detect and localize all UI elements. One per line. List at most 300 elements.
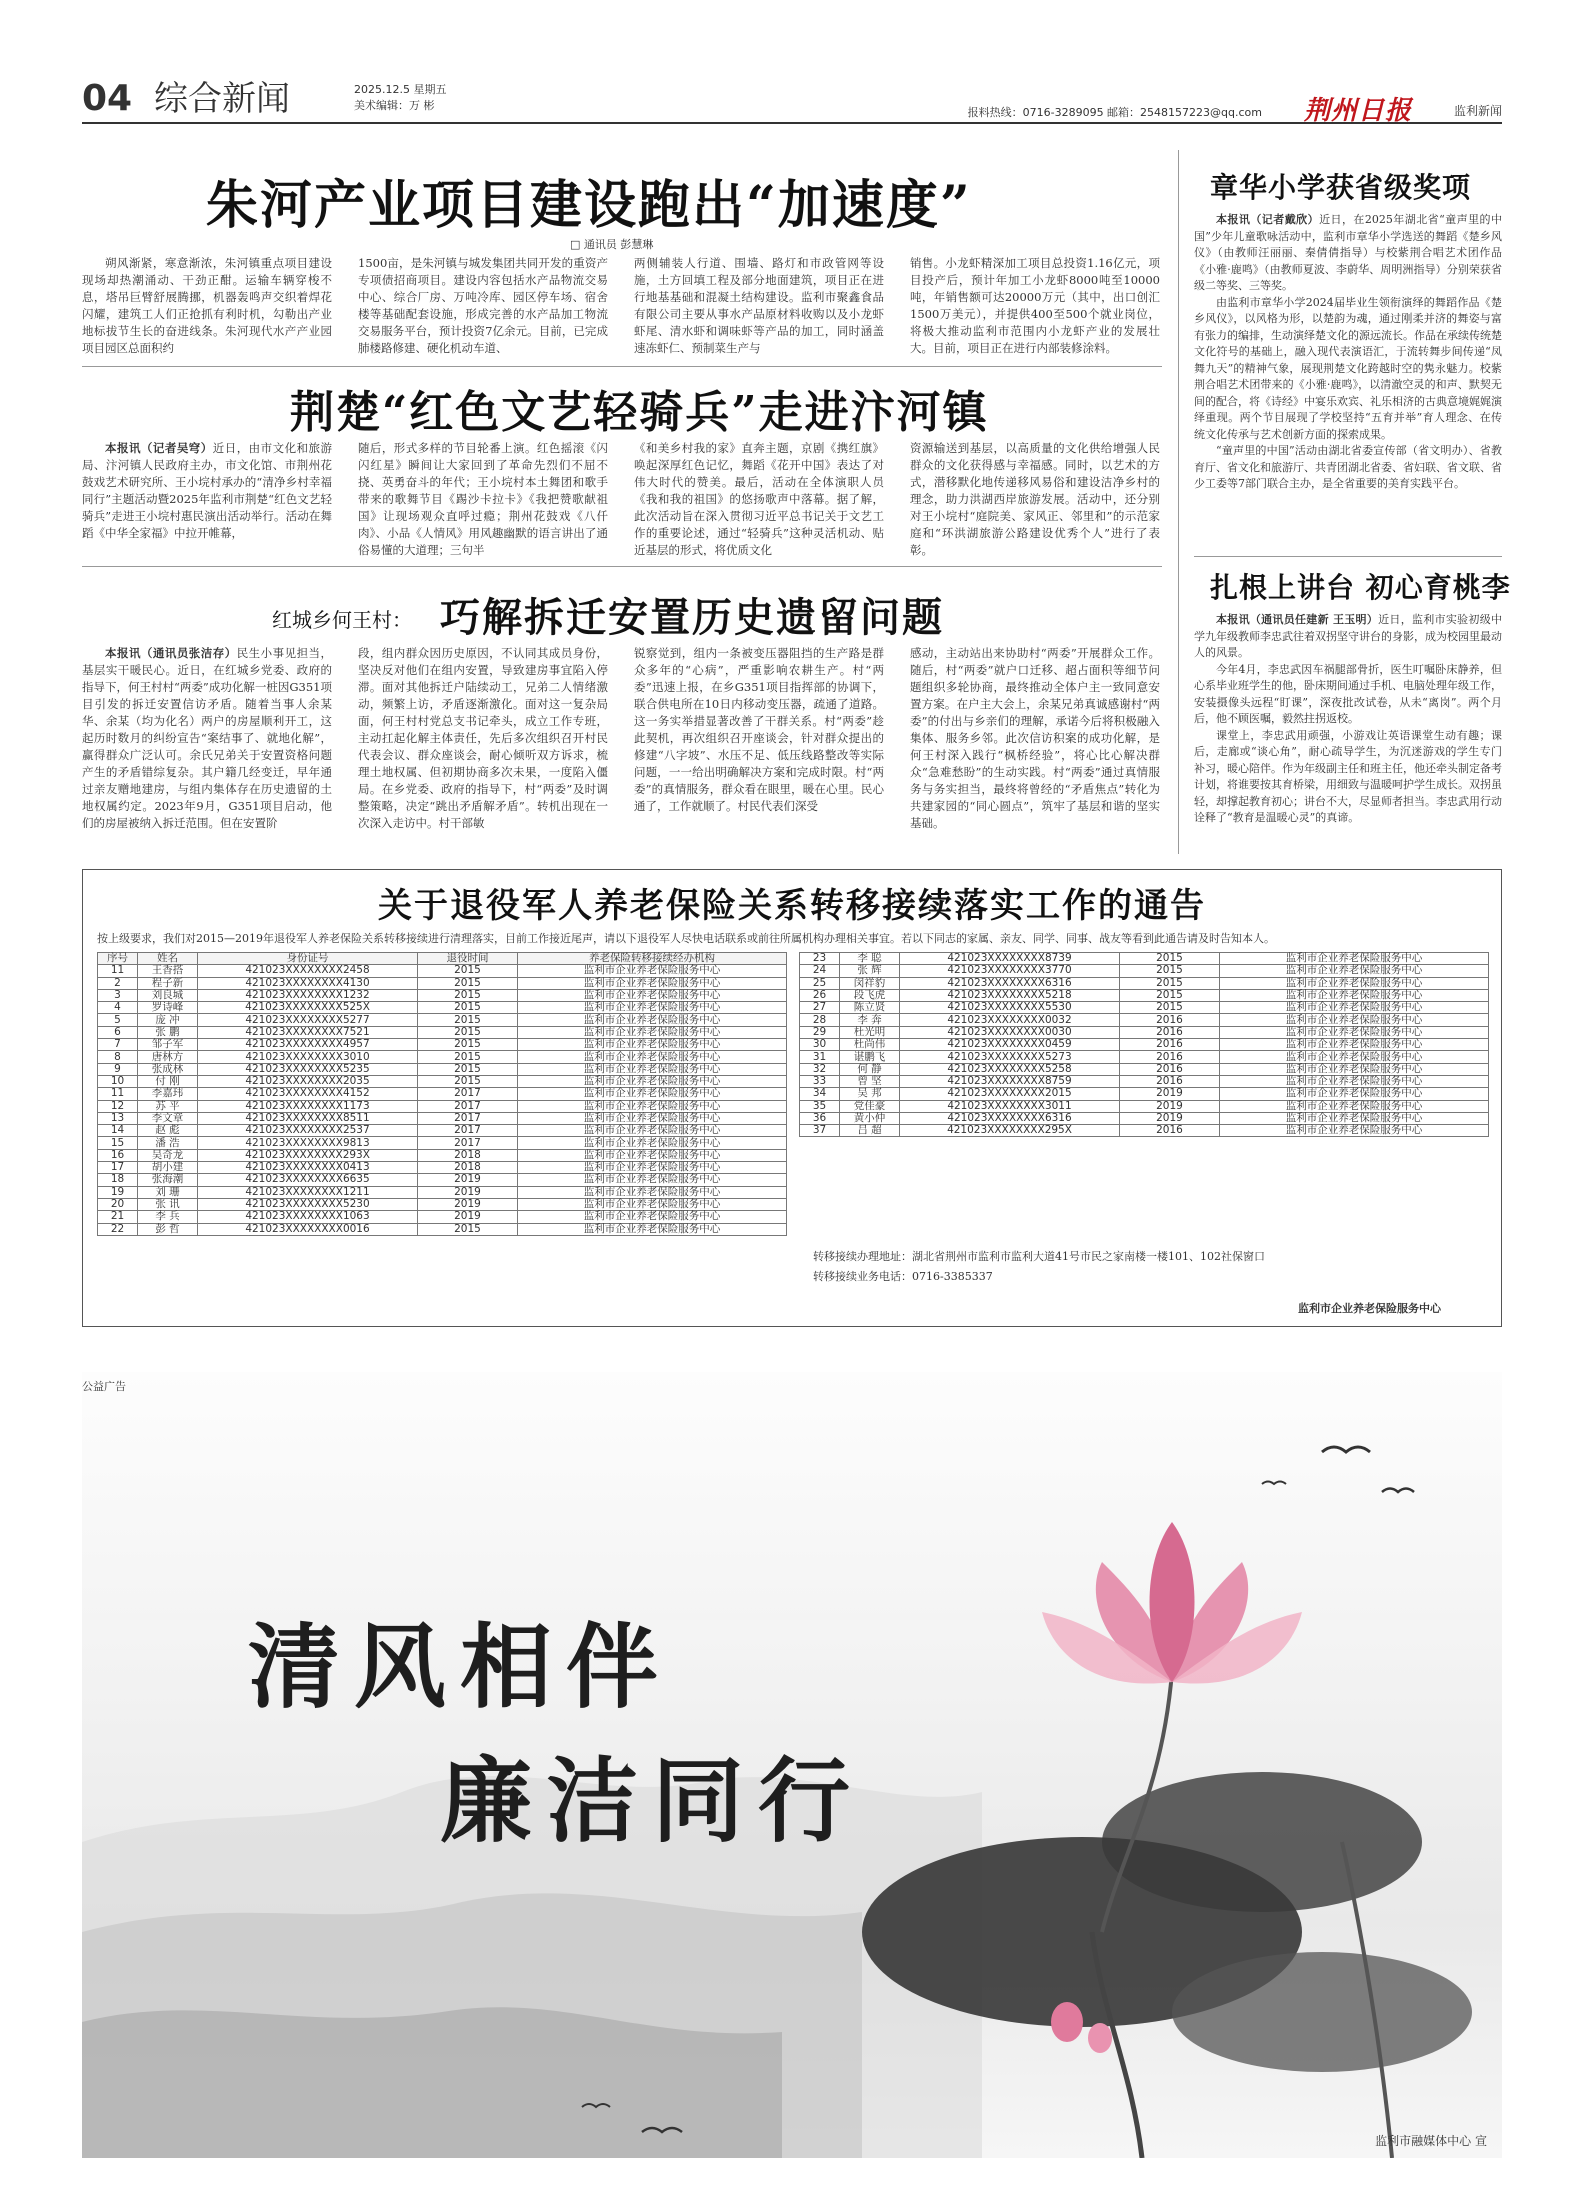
table-cell: 谌鹏飞 (840, 1051, 900, 1063)
table-cell: 421023XXXXXXXX293X (198, 1149, 418, 1161)
table-cell: 36 (800, 1112, 840, 1124)
story3-headline: 巧解拆迁安置历史遗留问题 (440, 594, 944, 641)
table-cell: 25 (800, 977, 840, 989)
table-cell: 421023XXXXXXXX3011 (900, 1100, 1120, 1112)
table-cell: 2018 (418, 1149, 518, 1161)
table-row (98, 1162, 787, 1174)
table-cell: 2016 (1120, 1075, 1220, 1087)
table-row (98, 1100, 787, 1112)
table-cell: 20 (98, 1198, 138, 1210)
table-cell: 赵 彪 (138, 1125, 198, 1137)
story3-col4 (910, 645, 1160, 853)
sidebar2-para3: 课堂上，李忠武用顽强，小游戏让英语课堂生动有趣；课后，走廊或“谈心角”，耐心疏导学生，为沉迷游戏的学生专门补习，暖心陪伴。作为年级副主任和班主任，他还牵头制定备考计划，将谁要按其育桥梁，用细致与温暖呵护学生成长。双拐虽轻，却撑起教育初心；讲台不大，尽显师者担当。李忠武用行动诠释了“教育是温暖心灵”的真谛。 (1194, 728, 1502, 824)
story1-byline: □ 通讯员 彭慧琳 (570, 238, 654, 251)
sidebar1-para2: 由监利市章华小学2024届毕业生领衔演绎的舞蹈作品《楚乡风仪》，以风格为形，以楚韵为魂，通过刚柔并济的舞姿与富有张力的编排，生动演绎楚文化的源远流长。作品在承续传统楚文化符号的基础上，融入现代表演语汇，于流转舞步间传递“凤舞九天”的精神气象，展现荆楚文化跨越时空的隽永魅力。校紫荆合唱艺术团带来的《小雅·鹿鸣》，以清澈空灵的和声、默契无间的配合，将《诗经》中宴乐欢宾、礼乐相济的古典意境娓娓演绎重现。两个节目展现了学校坚持“五育并举”育人理念、在传统文化传承与艺术创新方面的探索成果。 (1194, 295, 1502, 441)
table-cell: 监利市企业养老保险服务中心 (518, 977, 787, 989)
table-cell: 2015 (1120, 965, 1220, 977)
table-cell: 张成林 (138, 1063, 198, 1075)
table-cell: 胡小建 (138, 1162, 198, 1174)
sidebar1-lead: 本报讯（记者戴欣） (1216, 213, 1320, 226)
table-cell: 9 (98, 1063, 138, 1075)
table-row (98, 1075, 787, 1087)
table-cell: 监利市企业养老保险服务中心 (518, 1186, 787, 1198)
table-row (800, 953, 1489, 965)
table-cell: 35 (800, 1100, 840, 1112)
table-row (98, 1211, 787, 1223)
table-cell: 421023XXXXXXXX6316 (900, 1112, 1120, 1124)
table-row (98, 1198, 787, 1210)
table-cell: 李 兵 (138, 1211, 198, 1223)
table-row (800, 1088, 1489, 1100)
table-cell: 监利市企业养老保险服务中心 (1220, 1063, 1489, 1075)
sidebar1-para1: 近日，在2025年湖北省“童声里的中国”少年儿童歌咏活动中，监利市章华小学选送的舞蹈《楚乡风仪》（由教师汪丽丽、秦倩倩指导）与校紫荆合唱艺术团作品《小雅·鹿鸣》（由教师夏波、李蔚华、周明洲指导）分别荣获省级二等奖、三等奖。 (1194, 213, 1502, 292)
section-name: 综合新闻 (154, 79, 290, 119)
table-cell: 监利市企业养老保险服务中心 (518, 1075, 787, 1087)
notice-intro: 按上级要求，我们对2015—2019年退役军人养老保险关系转移接续进行清理落实，目前工作接近尾声，请以下退役军人尽快电话联系或前往所属机构办理相关事宜。若以下同志的家属、亲友、同学、同事、战友等看到此通告请及时告知本人。 (97, 932, 1275, 945)
lotus-leaf (1172, 1952, 1472, 2072)
lotus-flower (1042, 1522, 1302, 1684)
table-cell: 李 奔 (840, 1014, 900, 1026)
table-cell: 监利市企业养老保险服务中心 (518, 1198, 787, 1210)
table-cell: 彭 哲 (138, 1223, 198, 1235)
table-cell: 6 (98, 1026, 138, 1038)
table-row (800, 977, 1489, 989)
table-cell: 15 (98, 1137, 138, 1149)
story2-col4-text: 资源输送到基层，以高质量的文化供给增强人民群众的文化获得感与幸福感。同时，以艺术的方式，潜移默化地传递移风易俗和建设洁净乡村的理念，助力洪湖西岸旅游发展。活动中，还分别对王小垸村“庭院美、家风正、邻里和”的示范家庭和“环洪湖旅游公路建设优秀个人”进行了表彰。 (910, 441, 1160, 556)
table-cell: 421023XXXXXXXX3010 (198, 1051, 418, 1063)
table-cell: 监利市企业养老保险服务中心 (1220, 1125, 1489, 1137)
notice-issuer: 监利市企业养老保险服务中心 (1298, 1302, 1441, 1315)
table-cell: 监利市企业养老保险服务中心 (518, 1100, 787, 1112)
table-cell: 421023XXXXXXXX0459 (900, 1039, 1120, 1051)
table-cell: 421023XXXXXXXX295X (900, 1125, 1120, 1137)
table-cell: 421023XXXXXXXX0016 (198, 1223, 418, 1235)
story2-col2 (358, 440, 608, 556)
story3-col1 (82, 645, 332, 853)
col-header: 退役时间 (418, 953, 518, 965)
col-header: 序号 (98, 953, 138, 965)
notice-phone: 转移接续业务电话：0716-3385337 (813, 1270, 993, 1283)
table-cell: 24 (800, 965, 840, 977)
table-row (800, 1026, 1489, 1038)
sidebar1-body (1194, 212, 1502, 550)
table-cell: 2016 (1120, 1026, 1220, 1038)
table-cell: 张 辉 (840, 965, 900, 977)
table-cell: 2015 (418, 1051, 518, 1063)
table-cell: 2017 (418, 1100, 518, 1112)
story1-col2-text: 1500亩，是朱河镇与城发集团共同开发的重资产专项债招商项目。建设内容包括水产品物流交易中心、综合厂房、万吨冷库、园区停车场、宿舍楼等基础配套设施，形成完善的水产品加工物流交易服务平台，预计投资7亿余元。目前，已完成肺楼路修建、硬化机动车道、 (358, 256, 608, 355)
table-cell: 监利市企业养老保险服务中心 (518, 1002, 787, 1014)
table-cell: 2019 (1120, 1112, 1220, 1124)
mountain-shape (82, 2007, 782, 2158)
story3-col3 (634, 645, 884, 853)
table-cell: 杜尚伟 (840, 1039, 900, 1051)
table-row (800, 1014, 1489, 1026)
table-cell: 刘 珊 (138, 1186, 198, 1198)
table-cell: 10 (98, 1075, 138, 1087)
table-cell: 曾 坚 (840, 1075, 900, 1087)
story2-col4 (910, 440, 1160, 556)
table-cell: 监利市企业养老保险服务中心 (518, 965, 787, 977)
table-cell: 19 (98, 1186, 138, 1198)
issue-date: 2025.12.5 星期五 (354, 83, 447, 96)
divider (1194, 556, 1502, 557)
table-cell: 32 (800, 1063, 840, 1075)
table-row (800, 989, 1489, 1001)
table-row (800, 1125, 1489, 1137)
table-cell: 421023XXXXXXXX5235 (198, 1063, 418, 1075)
table-cell: 2015 (418, 1026, 518, 1038)
table-header-row (98, 953, 787, 965)
table-cell: 421023XXXXXXXX3770 (900, 965, 1120, 977)
table-row (98, 1026, 787, 1038)
table-cell: 监利市企业养老保险服务中心 (1220, 1100, 1489, 1112)
table-cell: 监利市企业养老保险服务中心 (1220, 1088, 1489, 1100)
table-cell: 21 (98, 1211, 138, 1223)
table-cell: 黄小仲 (840, 1112, 900, 1124)
table-cell: 13 (98, 1112, 138, 1124)
table-cell: 2016 (1120, 1125, 1220, 1137)
table-cell: 监利市企业养老保险服务中心 (518, 1063, 787, 1075)
table-cell: 监利市企业养老保险服务中心 (518, 1014, 787, 1026)
table-cell: 421023XXXXXXXX5230 (198, 1198, 418, 1210)
table-row (98, 1014, 787, 1026)
table-cell: 34 (800, 1088, 840, 1100)
table-cell: 31 (800, 1051, 840, 1063)
table-cell: 监利市企业养老保险服务中心 (518, 1026, 787, 1038)
story3-kicker: 红城乡何王村： (272, 608, 412, 632)
story3-lead: 本报讯（通讯员张洁存） (105, 646, 237, 660)
story2-col3 (634, 440, 884, 556)
table-cell: 2015 (418, 1039, 518, 1051)
table-row (98, 1149, 787, 1161)
bird-icon (1262, 1482, 1286, 1485)
table-cell: 何 静 (840, 1063, 900, 1075)
table-cell: 2015 (1120, 989, 1220, 1001)
table-cell: 监利市企业养老保险服务中心 (1220, 1039, 1489, 1051)
table-cell: 11 (98, 965, 138, 977)
table-cell: 2015 (418, 1002, 518, 1014)
table-cell: 30 (800, 1039, 840, 1051)
table-cell: 2015 (1120, 1002, 1220, 1014)
table-cell: 王香搭 (138, 965, 198, 977)
table-row (98, 1002, 787, 1014)
col-header: 身份证号 (198, 953, 418, 965)
sidebar-divider (1178, 150, 1179, 854)
table-cell: 17 (98, 1162, 138, 1174)
table-cell: 421023XXXXXXXX6635 (198, 1174, 418, 1186)
table-cell: 党佳豪 (840, 1100, 900, 1112)
table-row (800, 1002, 1489, 1014)
notice-title: 关于退役军人养老保险关系转移接续落实工作的通告 (378, 886, 1206, 926)
table-cell: 421023XXXXXXXX8739 (900, 953, 1120, 965)
table-cell: 吴 邦 (840, 1088, 900, 1100)
table-cell: 33 (800, 1075, 840, 1087)
table-row (98, 1186, 787, 1198)
table-cell: 2015 (418, 1014, 518, 1026)
story2-col2-text: 随后，形式多样的节目轮番上演。红色摇滚《闪闪红星》瞬间让大家回到了革命先烈们不屈不挠、英勇奋斗的年代；王小垸村本土舞团和歌手带来的歌舞节目《踢沙卡拉卡》《我把赞歌献祖国》让现场观众直呼过瘾；荆州花鼓戏《八仟肉》、小品《人情风》用风趣幽默的语言讲出了通俗易懂的大道理；三句半 (358, 441, 608, 556)
table-cell: 监利市企业养老保险服务中心 (1220, 1075, 1489, 1087)
table-cell: 段飞虎 (840, 989, 900, 1001)
table-row (98, 1063, 787, 1075)
divider (82, 566, 1162, 567)
issue-meta (354, 82, 446, 114)
table-cell: 李 聪 (840, 953, 900, 965)
table-row (98, 1223, 787, 1235)
table-cell: 421023XXXXXXXX1211 (198, 1186, 418, 1198)
table-row (98, 1125, 787, 1137)
story1-col1 (82, 255, 332, 357)
table-cell: 2015 (418, 1223, 518, 1235)
table-cell: 2019 (418, 1198, 518, 1210)
sidebar2-body (1194, 612, 1502, 854)
table-cell: 23 (800, 953, 840, 965)
table-row (98, 1174, 787, 1186)
table-row (98, 1039, 787, 1051)
table-cell: 2019 (418, 1174, 518, 1186)
table-cell: 2015 (418, 977, 518, 989)
table-cell: 3 (98, 989, 138, 1001)
table-cell: 潘 浩 (138, 1137, 198, 1149)
table-cell: 监利市企业养老保险服务中心 (1220, 1112, 1489, 1124)
roster-table-left (97, 952, 787, 1236)
lotus-bud (1051, 2002, 1083, 2042)
story1-col3-text: 两侧辅装人行道、围墙、路灯和市政管网等设施，土方回填工程及部分地面建筑，项目正在进行地基基础和混凝土结构建设。监利市聚鑫食品有限公司主要从事水产品原材料收购以及小龙虾虾尾、清水虾和调味虾等产品的加工，同时涵盖速冻虾仁、预制菜生产与 (634, 256, 884, 355)
story2-col1-text: 近日，由市文化和旅游局、汴河镇人民政府主办，市文化馆、市荆州花鼓戏艺术研究所、王小垸村承办的“清净乡村幸福同行”主题活动暨2025年监利市荆楚“红色文艺轻骑兵”走进王小垸村惠民演出活动举行。活动在舞蹈《中华全家福》中拉开帷幕， (82, 441, 332, 540)
table-cell: 监利市企业养老保险服务中心 (518, 1211, 787, 1223)
roster-table-right (799, 952, 1489, 1137)
table-cell: 监利市企业养老保险服务中心 (518, 1162, 787, 1174)
table-cell: 8 (98, 1051, 138, 1063)
table-cell: 2019 (418, 1211, 518, 1223)
table-cell: 监利市企业养老保险服务中心 (518, 1149, 787, 1161)
table-row (98, 1137, 787, 1149)
story1-col1-text: 朔风渐紧，寒意渐浓，朱河镇重点项目建设现场却热潮涌动、干劲正酣。运输车辆穿梭不息，塔吊巨臂舒展腾挪，机器轰鸣声交织着焊花闪耀，建筑工人们正抢抓有利时机，勾勒出产业地标拔节生长的奋进线条。朱河现代水产产业园项目园区总面积约 (82, 256, 332, 355)
table-cell: 11 (98, 1088, 138, 1100)
table-cell: 2017 (418, 1125, 518, 1137)
table-row (800, 1063, 1489, 1075)
table-cell: 421023XXXXXXXX1063 (198, 1211, 418, 1223)
table-cell: 监利市企业养老保险服务中心 (1220, 989, 1489, 1001)
table-cell: 吕 超 (840, 1125, 900, 1137)
table-cell: 16 (98, 1149, 138, 1161)
table-cell: 2015 (418, 965, 518, 977)
table-cell: 监利市企业养老保险服务中心 (518, 1039, 787, 1051)
table-row (98, 965, 787, 977)
table-cell: 7 (98, 1039, 138, 1051)
table-cell: 监利市企业养老保险服务中心 (518, 1088, 787, 1100)
table-cell: 李嘉玮 (138, 1088, 198, 1100)
table-cell: 14 (98, 1125, 138, 1137)
table-row (98, 1051, 787, 1063)
table-cell: 刘良城 (138, 989, 198, 1001)
table-cell: 2015 (1120, 953, 1220, 965)
story2-col3-text: 《和美乡村我的家》直奔主题，京剧《携红旗》唤起深厚红色记忆，舞蹈《花开中国》表达了对伟大时代的赞美。最后，活动在全体演职人员《我和我的祖国》的悠扬歌声中落幕。据了解，此次活动旨在深入贯彻习近平总书记关于文艺工作的重要论述，通过“轻骑兵”这种灵活机动、贴近基层的形式，将优质文化 (634, 441, 884, 556)
lotus-bud (1088, 2023, 1112, 2053)
table-cell: 421023XXXXXXXX7521 (198, 1026, 418, 1038)
table-cell: 监利市企业养老保险服务中心 (518, 1112, 787, 1124)
notice-address: 转移接续办理地址：湖北省荆州市监利市监利大道41号市民之家南楼一楼101、102社保窗口 (813, 1250, 1265, 1263)
col-header: 姓名 (138, 953, 198, 965)
ad-tag: 公益广告 (82, 1380, 126, 1393)
table-cell: 421023XXXXXXXX5258 (900, 1063, 1120, 1075)
table-cell: 张海潮 (138, 1174, 198, 1186)
story2-lead: 本报讯（记者吴穹） (105, 441, 213, 455)
table-cell: 罗诗峰 (138, 1002, 198, 1014)
table-cell: 37 (800, 1125, 840, 1137)
col-header: 养老保险转移接续经办机构 (518, 953, 787, 965)
story1-headline: 朱河产业项目建设跑出“加速度” (206, 175, 972, 236)
table-cell: 监利市企业养老保险服务中心 (518, 1051, 787, 1063)
table-cell: 2015 (418, 1075, 518, 1087)
table-cell: 421023XXXXXXXX2015 (900, 1088, 1120, 1100)
table-cell: 监利市企业养老保险服务中心 (1220, 1002, 1489, 1014)
table-row (98, 989, 787, 1001)
table-cell: 2019 (1120, 1088, 1220, 1100)
table-cell: 421023XXXXXXXX1173 (198, 1100, 418, 1112)
table-cell: 程子新 (138, 977, 198, 989)
table-cell: 421023XXXXXXXX2035 (198, 1075, 418, 1087)
sidebar1-headline: 章华小学获省级奖项 (1210, 171, 1472, 204)
table-cell: 2016 (1120, 1039, 1220, 1051)
table-cell: 2017 (418, 1112, 518, 1124)
table-cell: 监利市企业养老保险服务中心 (518, 1174, 787, 1186)
table-cell: 张 鹏 (138, 1026, 198, 1038)
table-cell: 421023XXXXXXXX0413 (198, 1162, 418, 1174)
table-cell: 421023XXXXXXXX4130 (198, 977, 418, 989)
table-cell: 陈立贤 (840, 1002, 900, 1014)
table-cell: 27 (800, 1002, 840, 1014)
bird-icon (1322, 1447, 1370, 1452)
ad-credit: 监利市融媒体中心 宣 (1375, 2134, 1487, 2148)
table-cell: 邹子军 (138, 1039, 198, 1051)
story1-col2 (358, 255, 608, 357)
table-cell: 2017 (418, 1137, 518, 1149)
table-row (800, 1100, 1489, 1112)
table-cell: 29 (800, 1026, 840, 1038)
art-editor: 美术编辑：万 彬 (354, 99, 435, 112)
contact-hotline: 报料热线：0716-3289095 邮箱：2548157223@qq.com (967, 106, 1262, 119)
table-cell: 421023XXXXXXXX5277 (198, 1014, 418, 1026)
table-cell: 监利市企业养老保险服务中心 (1220, 965, 1489, 977)
story1-col4 (910, 255, 1160, 357)
table-cell: 苏 平 (138, 1100, 198, 1112)
table-row (98, 1088, 787, 1100)
table-cell: 2019 (1120, 1100, 1220, 1112)
table-row (800, 1039, 1489, 1051)
ad-slogan-line2: 廉洁同行 (440, 1747, 865, 1855)
table-cell: 421023XXXXXXXX5218 (900, 989, 1120, 1001)
table-cell: 2019 (418, 1186, 518, 1198)
table-cell: 421023XXXXXXXX0030 (900, 1026, 1120, 1038)
table-row (98, 977, 787, 989)
table-cell: 2018 (418, 1162, 518, 1174)
table-cell: 421023XXXXXXXX5530 (900, 1002, 1120, 1014)
table-cell: 监利市企业养老保险服务中心 (518, 1137, 787, 1149)
table-row (800, 965, 1489, 977)
table-cell: 闵祥豹 (840, 977, 900, 989)
table-cell: 2015 (1120, 977, 1220, 989)
table-cell: 26 (800, 989, 840, 1001)
table-cell: 2 (98, 977, 138, 989)
table-cell: 监利市企业养老保险服务中心 (1220, 953, 1489, 965)
table-cell: 4 (98, 1002, 138, 1014)
sidebar2-headline: 扎根上讲台 初心育桃李 (1210, 571, 1511, 604)
table-cell: 421023XXXXXXXX8511 (198, 1112, 418, 1124)
table-cell: 监利市企业养老保险服务中心 (1220, 1014, 1489, 1026)
story2-col1 (82, 440, 332, 556)
table-cell: 421023XXXXXXXX4957 (198, 1039, 418, 1051)
table-row (98, 1112, 787, 1124)
table-cell: 监利市企业养老保险服务中心 (518, 989, 787, 1001)
story3-col1-text: 民生小事见担当，基层实干暖民心。近日，在红城乡党委、政府的指导下，何王村村“两委”成功化解一桩因G351项目引发的拆迁安置信访矛盾。随着当事人余某华、余某（均为化名）两户的房屋顺利开工，这起历时数月的纠纷宣告“案结事了、就地化解”，赢得群众广泛认可。余氏兄弟关于安置资格问题产生的矛盾错综复杂。其户籍几经变迁，早年通过亲友赠地建房，与组内集体存在历史遗留的土地权属约定。2023年9月，G351项目启动，他们的房屋被纳入拆迁范围。但在安置阶 (82, 646, 332, 830)
table-cell: 2016 (1120, 1063, 1220, 1075)
table-cell: 421023XXXXXXXX2537 (198, 1125, 418, 1137)
table-cell: 李文章 (138, 1112, 198, 1124)
story3-col2-text: 段，组内群众因历史原因，不认同其成员身份，坚决反对他们在组内安置，导致建房事宜陷入停滞。面对其他拆迁户陆续动工，兄弟二人情绪激动，频繁上访，矛盾逐渐激化。面对这一复杂局面，何王村村党总支书记牵头，成立工作专班，主动扛起化解主体责任，先后多次组织召开村民代表会议、群众座谈会，耐心倾听双方诉求，梳理土地权属、但初期协商多次未果，一度陷入僵局。在乡党委、政府的指导下，村“两委”及时调整策略，决定“跳出矛盾解矛盾”。转机出现在一次深入走访中。村干部敏 (358, 646, 608, 830)
story3-col4-text: 感动，主动站出来协助村“两委”开展群众工作。随后，村“两委”就户口迁移、超占面积等细节问题组织多轮协商，最终推动全体户主一致同意安置方案。在户主大会上，余某兄弟真诚感谢村“两委”的付出与乡亲们的理解，承诺今后将积极融入集体、服务乡邻。此次信访积案的成功化解，是何王村深入践行“枫桥经验”，将心比心解决群众“急难愁盼”的生动实践。村“两委”通过真情服务与务实担当，最终将曾经的“矛盾焦点”转化为共建家园的“同心圆点”，筑牢了基层和谐的坚实基础。 (910, 646, 1160, 830)
table-row (800, 1051, 1489, 1063)
table-cell: 张 讯 (138, 1198, 198, 1210)
table-cell: 421023XXXXXXXX1232 (198, 989, 418, 1001)
story1-col3 (634, 255, 884, 357)
sidebar1-para3: “童声里的中国”活动由湖北省委宣传部（省文明办）、省教育厅、省文化和旅游厅、共青团湖北省委、省妇联、省文联、省少工委等7部门联合主办，是全省重要的美育实践平台。 (1194, 444, 1502, 490)
table-cell: 吴奇龙 (138, 1149, 198, 1161)
table-cell: 5 (98, 1014, 138, 1026)
table-cell: 2016 (1120, 1014, 1220, 1026)
paper-subtitle: 监利新闻 (1453, 104, 1502, 118)
story3-col3-text: 锐察觉到，组内一条被变压器阻挡的生产路是群众多年的“心病”，严重影响农耕生产。村“两委”迅速上报，在乡G351项目指挥部的协调下，联合供电所在10日内移动变压器，疏通了道路。这一务实举措显著改善了干群关系。村“两委”趁此契机，再次组织召开座谈会，针对群众提出的修建“八字坡”、水压不足、低压线路整改等实际问题，一一给出明确解决方案和完成时限。村“两委”的真情服务，群众看在眼里，暖在心里。民心通了，工作就顺了。村民代表们深受 (634, 646, 884, 813)
table-cell: 2015 (418, 1063, 518, 1075)
notice-box (82, 869, 1502, 1327)
sidebar2-lead: 本报讯（通讯员任建新 王玉明） (1216, 613, 1379, 626)
table-row (800, 1075, 1489, 1087)
story3-col2 (358, 645, 608, 853)
table-cell: 2017 (418, 1088, 518, 1100)
table-cell: 杜光明 (840, 1026, 900, 1038)
table-cell: 22 (98, 1223, 138, 1235)
sidebar2-para2: 今年4月，李忠武因车祸腿部骨折，医生叮嘱卧床静养，但心系毕业班学生的他，卧床期间通过手机、电脑处理年级工作，安装摄像头远程“盯课”，深夜批改试卷，从未“离岗”。两个月后，他不顾医嘱，毅然拄拐返校。 (1194, 662, 1502, 725)
table-cell: 421023XXXXXXXX8759 (900, 1075, 1120, 1087)
ad-slogan-line1: 清风相伴 (248, 1613, 673, 1721)
table-cell: 421023XXXXXXXX2458 (198, 965, 418, 977)
paper-logo: 荆州日报 (1303, 96, 1412, 126)
table-cell: 12 (98, 1100, 138, 1112)
sidebar2-para1: 近日，监利市实验初级中学九年级教师李忠武往着双拐坚守讲台的身影，成为校园里最动人的风景。 (1194, 613, 1502, 659)
table-cell: 付 刚 (138, 1075, 198, 1087)
table-cell: 唐林方 (138, 1051, 198, 1063)
table-cell: 2015 (418, 989, 518, 1001)
bird-icon (1382, 1489, 1414, 1493)
table-cell: 421023XXXXXXXX6316 (900, 977, 1120, 989)
table-row (800, 1112, 1489, 1124)
page-number: 04 (82, 78, 133, 119)
story1-col4-text: 销售。小龙虾精深加工项目总投资1.16亿元，项目投产后，预计年加工小龙虾8000吨至10000吨，年销售额可达20000万元（其中，出口创汇1500万美元），并提供400至500个就业岗位，将极大推动监利市范围内小龙虾产业的发展壮大。目前，项目正在进行内部装修涂料。 (910, 256, 1160, 355)
table-cell: 421023XXXXXXXX9813 (198, 1137, 418, 1149)
table-cell: 监利市企业养老保险服务中心 (1220, 977, 1489, 989)
table-cell: 监利市企业养老保险服务中心 (1220, 1051, 1489, 1063)
table-cell: 421023XXXXXXXX525X (198, 1002, 418, 1014)
table-cell: 18 (98, 1174, 138, 1186)
table-cell: 监利市企业养老保险服务中心 (1220, 1026, 1489, 1038)
table-cell: 监利市企业养老保险服务中心 (518, 1223, 787, 1235)
table-cell: 庞 冲 (138, 1014, 198, 1026)
table-cell: 监利市企业养老保险服务中心 (518, 1125, 787, 1137)
divider (82, 366, 1162, 367)
table-cell: 421023XXXXXXXX5273 (900, 1051, 1120, 1063)
table-cell: 421023XXXXXXXX4152 (198, 1088, 418, 1100)
table-cell: 28 (800, 1014, 840, 1026)
